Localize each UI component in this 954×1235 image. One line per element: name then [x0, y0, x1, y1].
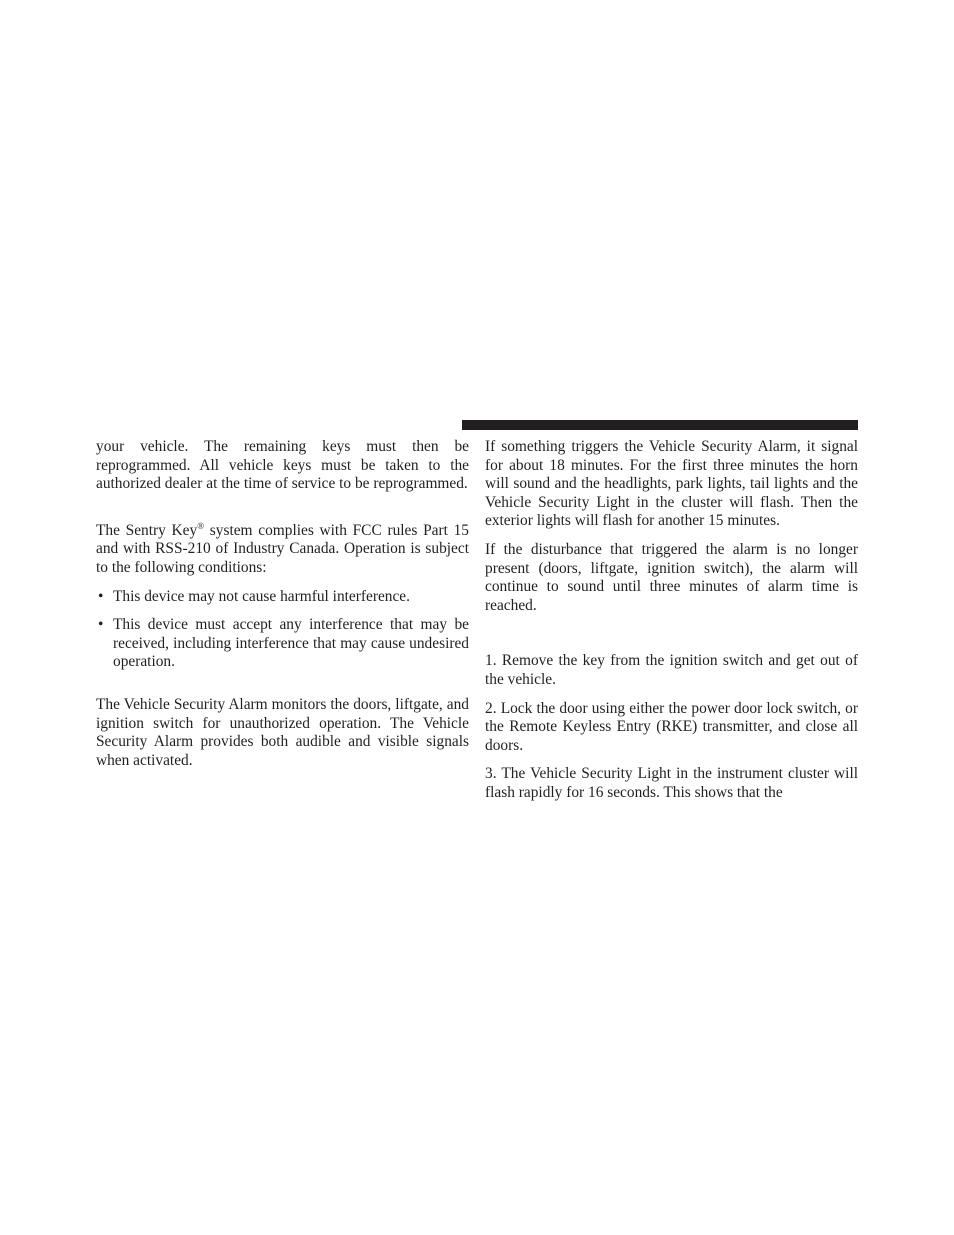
list-item: • This device must accept any interference that may be received, including interference that may cause undesired operation. [98, 616, 469, 671]
left-column [96, 438, 469, 770]
fcc-compliance-paragraph: The Sentry Key® system complies with FCC rules Part 15 and with RSS-210 of Industry Canada. Operation is subject to the following conditions: [96, 520, 469, 576]
alarm-continue-paragraph: If the disturbance that triggered the alarm is no longer present (doors, liftgate, ignition switch), the alarm will continue to sound until three minutes of alarm time is reached. [485, 540, 858, 614]
list-item: • This device may not cause harmful interference. [98, 587, 410, 605]
bullet-glyph: • [98, 587, 104, 605]
bullet-glyph: • [98, 616, 104, 634]
arm-step-3: 3. The Vehicle Security Light in the instrument cluster will flash rapidly for 16 seconds. This shows that the [485, 765, 858, 801]
alarm-trigger-paragraph: If something triggers the Vehicle Security Alarm, it signal for about 18 minutes. For the first three minutes the horn will sound and the headlights, park lights, tail lights and the Vehicle Security Light in the cluster will flash. Then the exterior lights will flash for another 15 minutes. [485, 438, 858, 530]
conditions-list [96, 588, 469, 672]
arm-step-1: 1. Remove the key from the ignition switch and get out of the vehicle. [485, 652, 858, 688]
section-header-bar [462, 420, 858, 430]
right-column [485, 438, 858, 803]
security-alarm-paragraph: The Vehicle Security Alarm monitors the doors, liftgate, and ignition switch for unauthorized operation. The Vehicle Security Alarm provides both audible and visible signals when activated. [96, 695, 469, 769]
registered-mark: ® [197, 520, 205, 531]
arm-step-2: 2. Lock the door using either the power door lock switch, or the Remote Keyless Entry (RKE) transmitter, and close all doors. [485, 699, 858, 754]
reprogram-keys-paragraph: your vehicle. The remaining keys must then be reprogrammed. All vehicle keys must be taken to the authorized dealer at the time of service to be reprogrammed. [96, 438, 469, 493]
